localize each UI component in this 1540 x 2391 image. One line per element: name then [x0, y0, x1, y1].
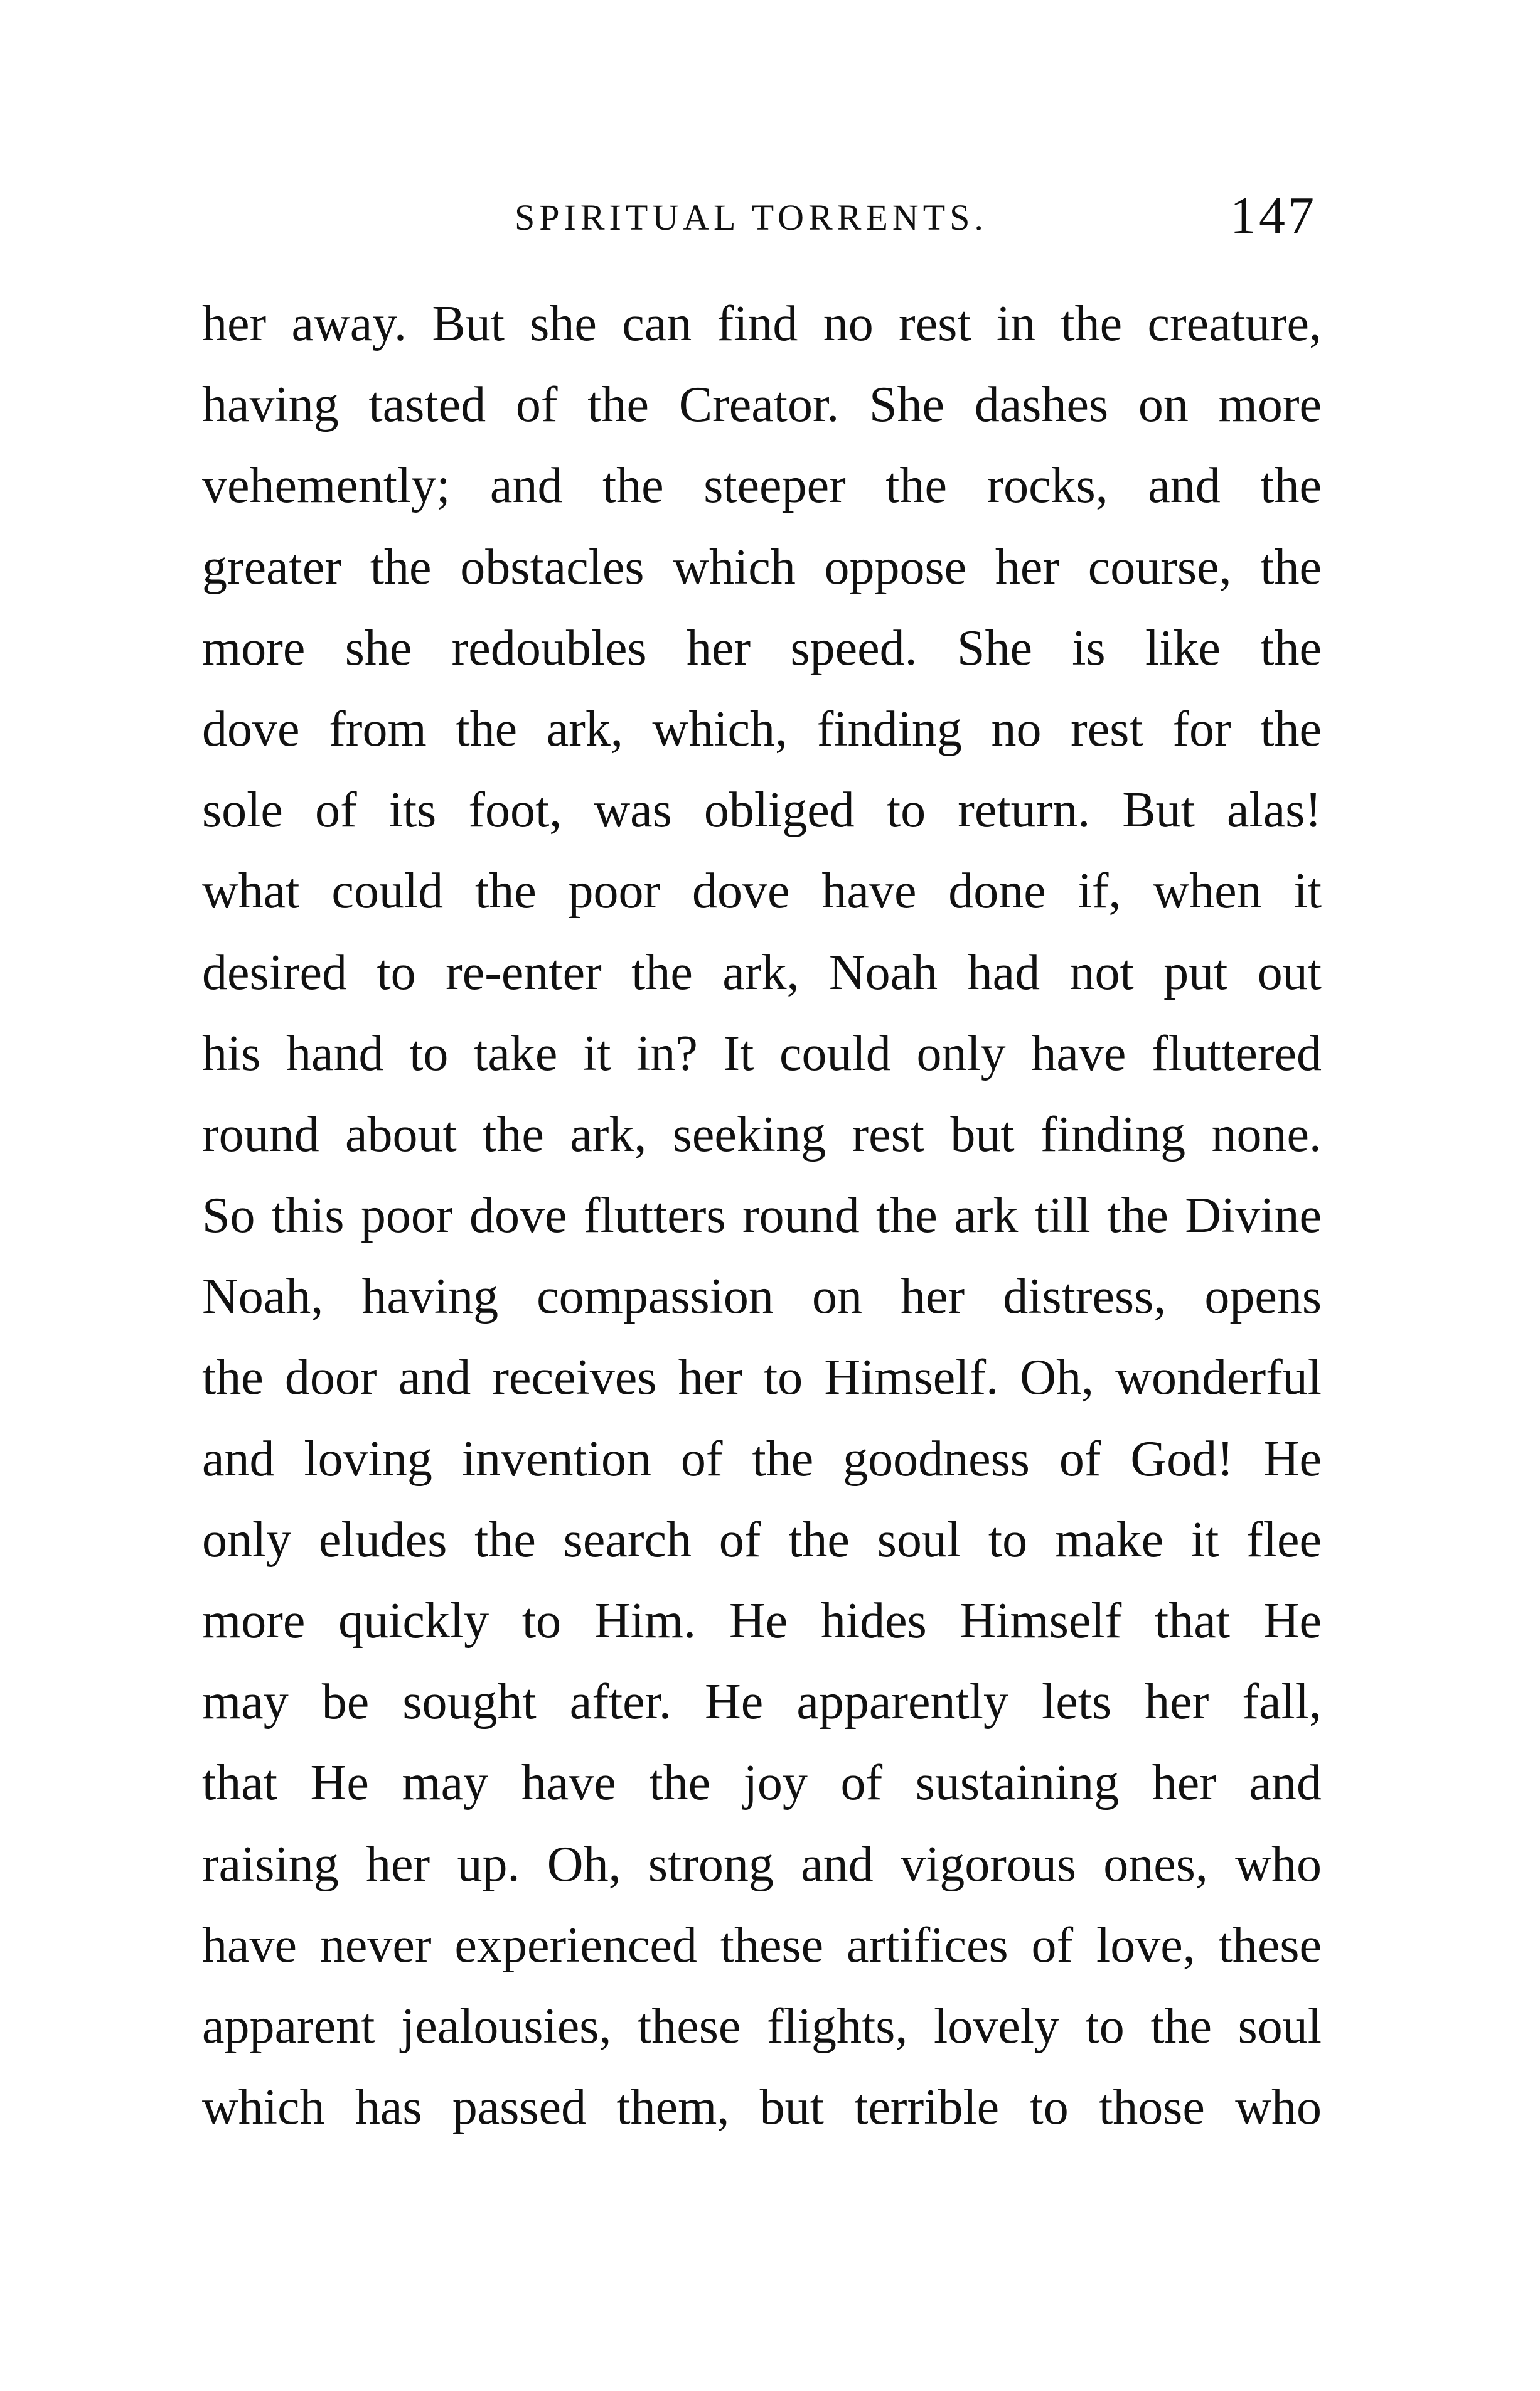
text-line: having tasted of the Creator. She dashes on more — [202, 377, 1322, 433]
text-line: and loving invention of the goodness of God! He — [202, 1431, 1322, 1487]
body-text — [202, 284, 1322, 2148]
text-line: So this poor dove flutters round the ark till the Divine — [202, 1188, 1322, 1244]
text-line: apparent jealousies, these flights, lovely to the soul — [202, 1998, 1322, 2054]
text-line: her away. But she can find no rest in the creature, — [202, 296, 1322, 351]
text-line: more she redoubles her speed. She is like the — [202, 620, 1322, 676]
text-line: which has passed them, but terrible to those who — [202, 2080, 1322, 2136]
text-line: dove from the ark, which, finding no rest for the — [202, 701, 1322, 757]
text-line: his hand to take it in? It could only have fluttered — [202, 1025, 1322, 1081]
text-line: vehemently; and the steeper the rocks, and the — [202, 458, 1322, 514]
text-line: sole of its foot, was obliged to return. But alas! — [202, 783, 1322, 838]
text-line: raising her up. Oh, strong and vigorous ones, who — [202, 1836, 1322, 1892]
page-number: 147 — [1230, 186, 1317, 245]
text-line: what could the poor dove have done if, when it — [202, 864, 1322, 919]
text-line: Noah, having compassion on her distress, opens — [202, 1269, 1322, 1325]
text-line: that He may have the joy of sustaining her and — [202, 1755, 1322, 1811]
text-line: round about the ark, seeking rest but finding none. — [202, 1106, 1322, 1162]
text-line: more quickly to Him. He hides Himself that He — [202, 1593, 1322, 1649]
text-line: desired to re-enter the ark, Noah had not put out — [202, 944, 1322, 1000]
text-line: the door and receives her to Himself. Oh, wonderful — [202, 1350, 1322, 1406]
text-line: have never experienced these artifices of love, these — [202, 1917, 1322, 1973]
text-line: only eludes the search of the soul to make it flee — [202, 1512, 1322, 1568]
running-header — [0, 182, 1540, 251]
running-title: SPIRITUAL TORRENTS. — [515, 197, 988, 238]
text-line: greater the obstacles which oppose her course, the — [202, 539, 1322, 595]
text-line: may be sought after. He apparently lets her fall, — [202, 1674, 1322, 1730]
